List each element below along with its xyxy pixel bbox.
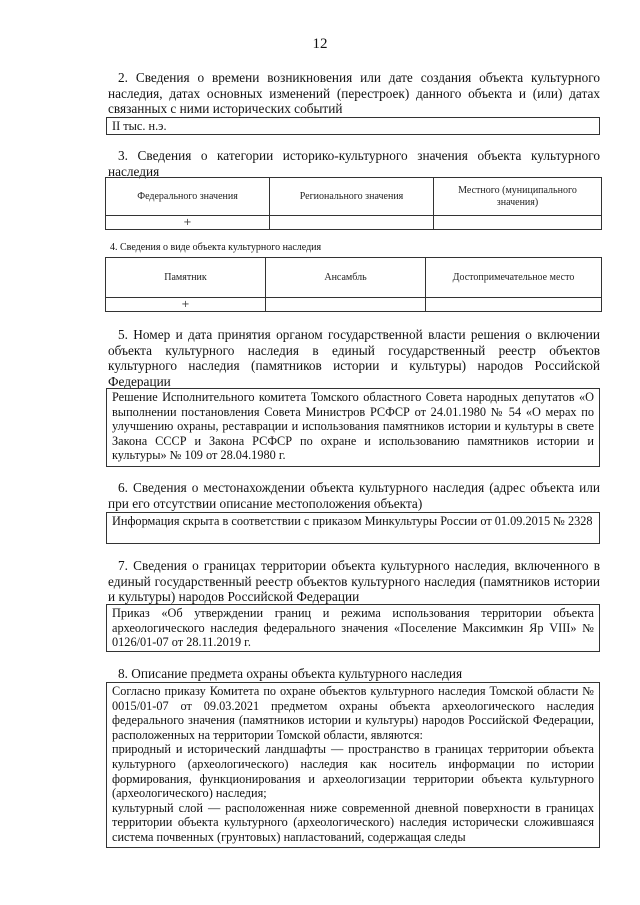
category-federal-mark: +	[106, 216, 270, 230]
section-6-value-box	[106, 512, 600, 544]
section-6-value: Информация скрыта в соответствии с приказом Минкультуры России от 01.09.2015 № 2328	[112, 514, 593, 528]
section-8-paragraph-3: культурный слой — расположенная ниже современной дневной поверхности в границах территории объекта культурного (археологического) наследия исторически сложившаяся система почвенных (грунтовых) напластований, содержащая следы	[112, 800, 594, 844]
category-local-header: Местного (муниципального значения)	[434, 178, 602, 216]
section-4-heading: 4. Сведения о виде объекта культурного наследия	[110, 242, 322, 253]
section-7-value-box	[106, 604, 600, 652]
type-monument-header: Памятник	[106, 258, 266, 298]
section-5-value: Решение Исполнительного комитета Томского областного Совета народных депутатов «О выполнении постановления Совета Министров РСФСР от 24.01.1980 № 54 «О мерах по улучшению охраны, реставрации и использования памятников истории и культуры в свете Закона СССР и Закона РСФСР по охране и использованию памятников истории и культуры» № 109 от 28.04.1980 г.	[112, 390, 594, 463]
section-8-paragraph-1: Согласно приказу Комитета по охране объектов культурного наследия Томской области № 0015/01-07 от 09.03.2021 предметом охраны объекта археологического наследия федерального значения (памятников истории и культуры) народов Российской Федерации, расположенных на территории Томской области, являются:	[112, 684, 594, 742]
section-7-heading: 7. Сведения о границах территории объекта культурного наследия, включенного в единый государственный реестр объектов культурного наследия (памятников истории и культуры) народов Российской Федерации	[108, 558, 600, 604]
section-5-heading: 5. Номер и дата принятия органом государственной власти решения о включении объекта культурного наследия в единый государственный реестр объектов культурного наследия (памятников истории и культуры) народов Российской Федерации	[108, 327, 600, 389]
type-landmark-mark	[426, 298, 602, 312]
category-regional-header: Регионального значения	[270, 178, 434, 216]
section-2-value-box	[106, 117, 600, 135]
type-landmark-header: Достопримечательное место	[426, 258, 602, 298]
section-5-value-box	[106, 388, 600, 467]
section-6-heading: 6. Сведения о местонахождении объекта культурного наследия (адрес объекта или при его отсутствии описание местоположения объекта)	[108, 480, 600, 511]
category-federal-header: Федерального значения	[106, 178, 270, 216]
category-regional-mark	[270, 216, 434, 230]
section-8-paragraph-2: природный и исторический ландшафты — пространство в границах территории объекта культурного (археологического) наследия как носитель информации по истории формирования, функционирования и археологизации территории объекта культурного (археологического) наследия;	[112, 742, 594, 801]
section-2-value: II тыс. н.э.	[112, 119, 167, 133]
section-3-heading: 3. Сведения о категории историко-культурного значения объекта культурного наследия	[108, 148, 600, 179]
page-number: 12	[312, 36, 328, 52]
section-7-value: Приказ «Об утверждении границ и режима использования территории объекта археологического наследия федерального значения «Поселение Максимкин Яр VIII» № 0126/01-07 от 28.11.2019 г.	[112, 606, 594, 650]
category-table	[105, 177, 602, 230]
type-ensemble-mark	[266, 298, 426, 312]
section-8-value-box	[106, 682, 600, 848]
type-monument-mark: +	[106, 298, 266, 312]
section-2-heading: 2. Сведения о времени возникновения или дате создания объекта культурного наследия, датах основных изменений (перестроек) данного объекта и (или) датах связанных с ними исторических событий	[108, 70, 600, 116]
category-local-mark	[434, 216, 602, 230]
section-8-heading: 8. Описание предмета охраны объекта культурного наследия	[118, 666, 463, 681]
type-table	[105, 257, 602, 312]
type-ensemble-header: Ансамбль	[266, 258, 426, 298]
